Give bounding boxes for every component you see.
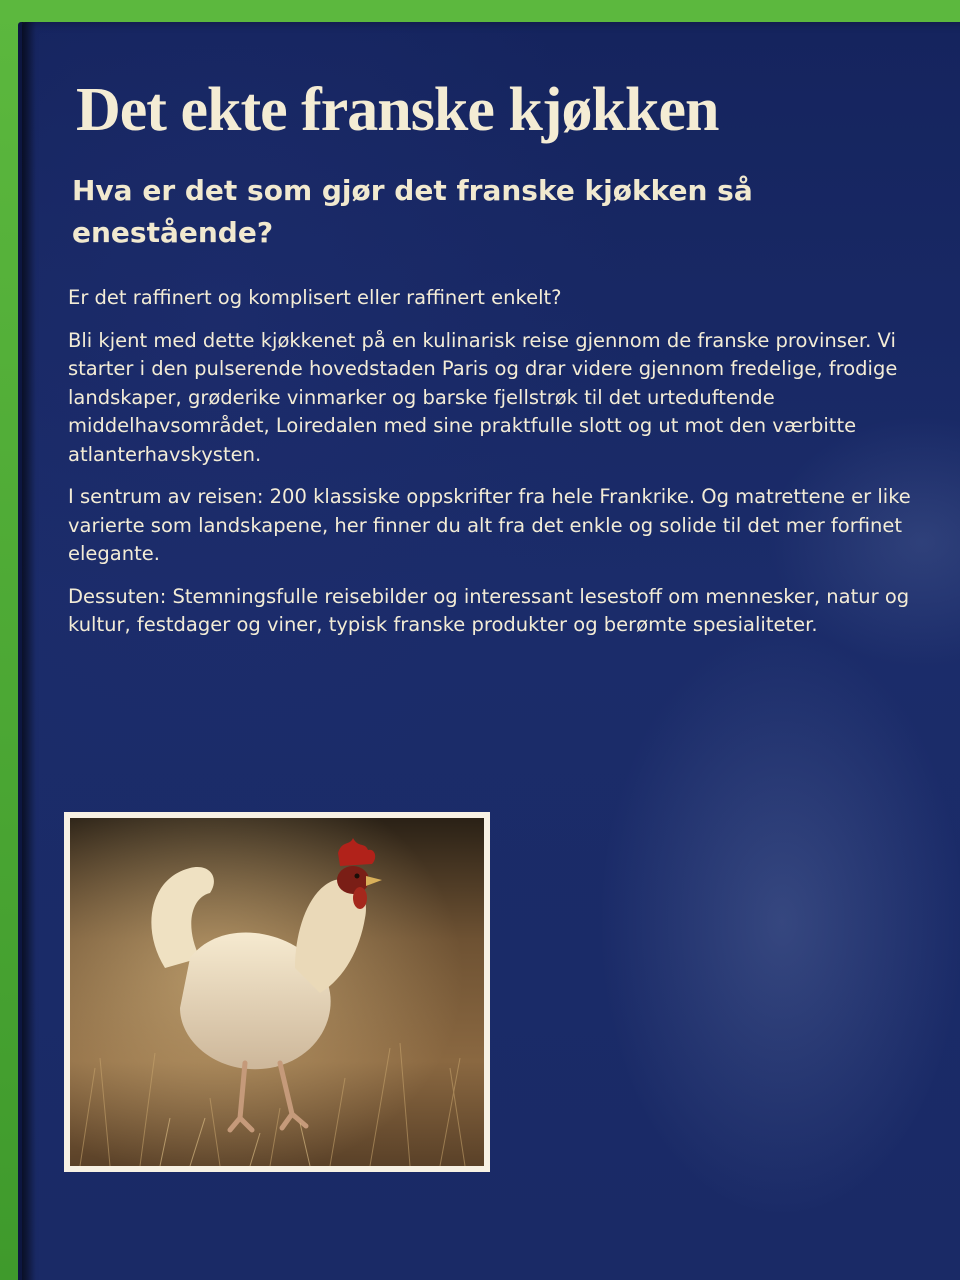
rooster-photo [70, 818, 484, 1166]
blurb-paragraph: I sentrum av reisen: 200 klassiske oppskrifter fra hele Frankrike. Og matrettene er like varierte som landskapene, her finner du alt fra det enkle og solide til det mer forfinet elegante. [68, 485, 911, 565]
cover-title: Det ekte franske kjøkken [76, 76, 719, 144]
blurb-paragraph: Dessuten: Stemningsfulle reisebilder og interessant lesestoff om mennesker, natur og kultur, festdager og viner, typisk franske produkter og berømte spesialiteter. [68, 584, 910, 636]
spine-shadow [22, 22, 36, 1280]
cover-subtitle: Hva er det som gjør det franske kjøkken så enestående? [72, 174, 753, 249]
blurb-paragraph: Er det raffinert og komplisert eller raffinert enkelt? [68, 286, 562, 309]
cover-blurb [68, 284, 958, 654]
blurb-paragraph: Bli kjent med dette kjøkkenet på en kulinarisk reise gjennom de franske provinser. Vi starter i den pulserende hovedstaden Paris og drar videre gjennom fredelige, frodige landskaper, grøderike vinmarker og barske fjellstrøk til det urteduftende middelhavsområdet, Loiredalen med sine praktfulle slott og ut mot den værbitte atlanterhavskysten. [68, 328, 898, 466]
rooster-photo-frame [64, 812, 490, 1172]
book-back-cover [22, 22, 960, 1280]
